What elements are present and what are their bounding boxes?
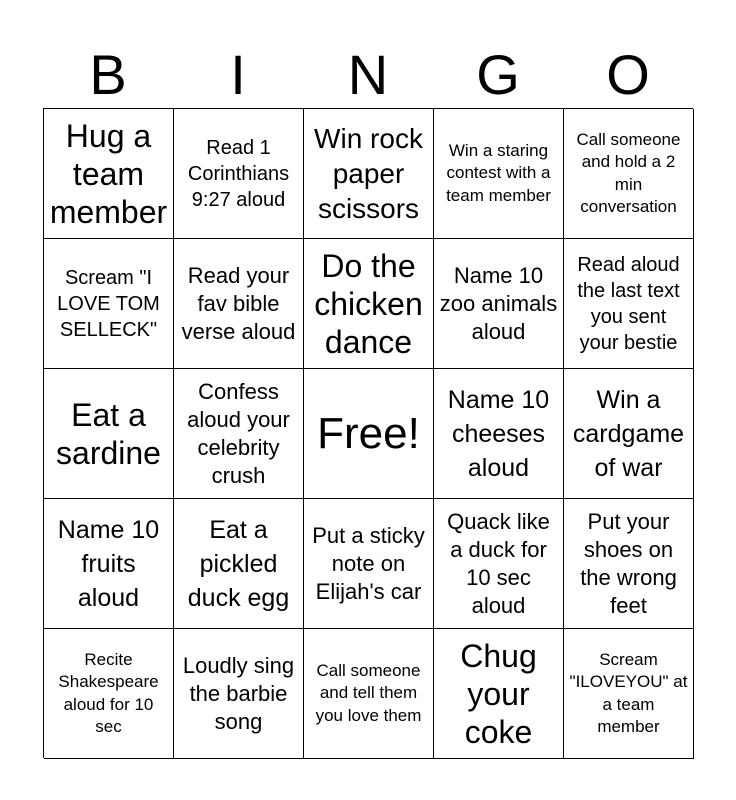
bingo-cell[interactable] [564,629,694,759]
bingo-cell[interactable] [434,239,564,369]
bingo-cell[interactable] [304,629,434,759]
header-letter-b: B [89,43,127,106]
bingo-header [43,42,693,108]
cell-text: Scream "ILOVEYOU" at a team member [569,649,688,736]
bingo-cell[interactable] [564,369,694,499]
bingo-cell[interactable] [434,369,564,499]
cell-text: Call someone and hold a 2 min conversation [576,129,681,216]
cell-text: Chug your coke [460,637,537,750]
bingo-cell[interactable] [434,629,564,759]
header-letter-o: O [606,43,650,106]
cell-text: Eat a pickled duck egg [187,515,290,612]
bingo-cell[interactable] [44,629,174,759]
cell-text: Confess aloud your celebrity crush [187,378,290,488]
bingo-board [43,108,693,758]
cell-text: Name 10 cheeses aloud [447,385,550,482]
cell-text: Do the chicken dance [314,247,423,360]
bingo-cell[interactable] [44,369,174,499]
cell-text: Loudly sing the barbie song [182,652,295,734]
bingo-cell[interactable] [174,369,304,499]
header-letter-g: G [476,43,520,106]
bingo-cell[interactable] [174,239,304,369]
bingo-cell-free[interactable] [304,369,434,499]
bingo-cell[interactable] [174,499,304,629]
bingo-cell[interactable] [564,239,694,369]
header-letter-n: N [347,43,389,106]
cell-text: Free! [317,408,420,458]
cell-text: Read 1 Corinthians 9:27 aloud [187,136,290,211]
bingo-cell[interactable] [564,499,694,629]
bingo-cell[interactable] [174,109,304,239]
bingo-cell[interactable] [44,499,174,629]
cell-text: Win a staring contest with a team member [446,140,551,205]
cell-text: Quack like a duck for 10 sec aloud [447,508,550,618]
cell-text: Eat a sardine [56,396,161,471]
cell-text: Win rock paper scissors [314,123,423,224]
bingo-cell[interactable] [304,239,434,369]
bingo-cell[interactable] [564,109,694,239]
bingo-cell[interactable] [304,499,434,629]
bingo-cell[interactable] [434,109,564,239]
bingo-cell[interactable] [44,109,174,239]
cell-text: Win a cardgame of war [572,385,685,482]
cell-text: Name 10 zoo animals aloud [439,262,558,344]
cell-text: Read your fav bible verse aloud [181,262,296,344]
header-letter-i: I [230,43,246,106]
bingo-cell[interactable] [44,239,174,369]
cell-text: Recite Shakespeare aloud for 10 sec [58,649,159,736]
bingo-cell[interactable] [304,109,434,239]
cell-text: Call someone and tell them you love them [315,660,422,725]
cell-text: Put a sticky note on Elijah's car [312,522,425,604]
bingo-cell[interactable] [434,499,564,629]
cell-text: Hug a team member [49,117,168,230]
bingo-cell[interactable] [174,629,304,759]
cell-text: Scream "I LOVE TOM SELLECK" [57,266,160,341]
cell-text: Name 10 fruits aloud [57,515,160,612]
cell-text: Put your shoes on the wrong feet [580,508,677,618]
cell-text: Read aloud the last text you sent your bestie [577,253,680,354]
